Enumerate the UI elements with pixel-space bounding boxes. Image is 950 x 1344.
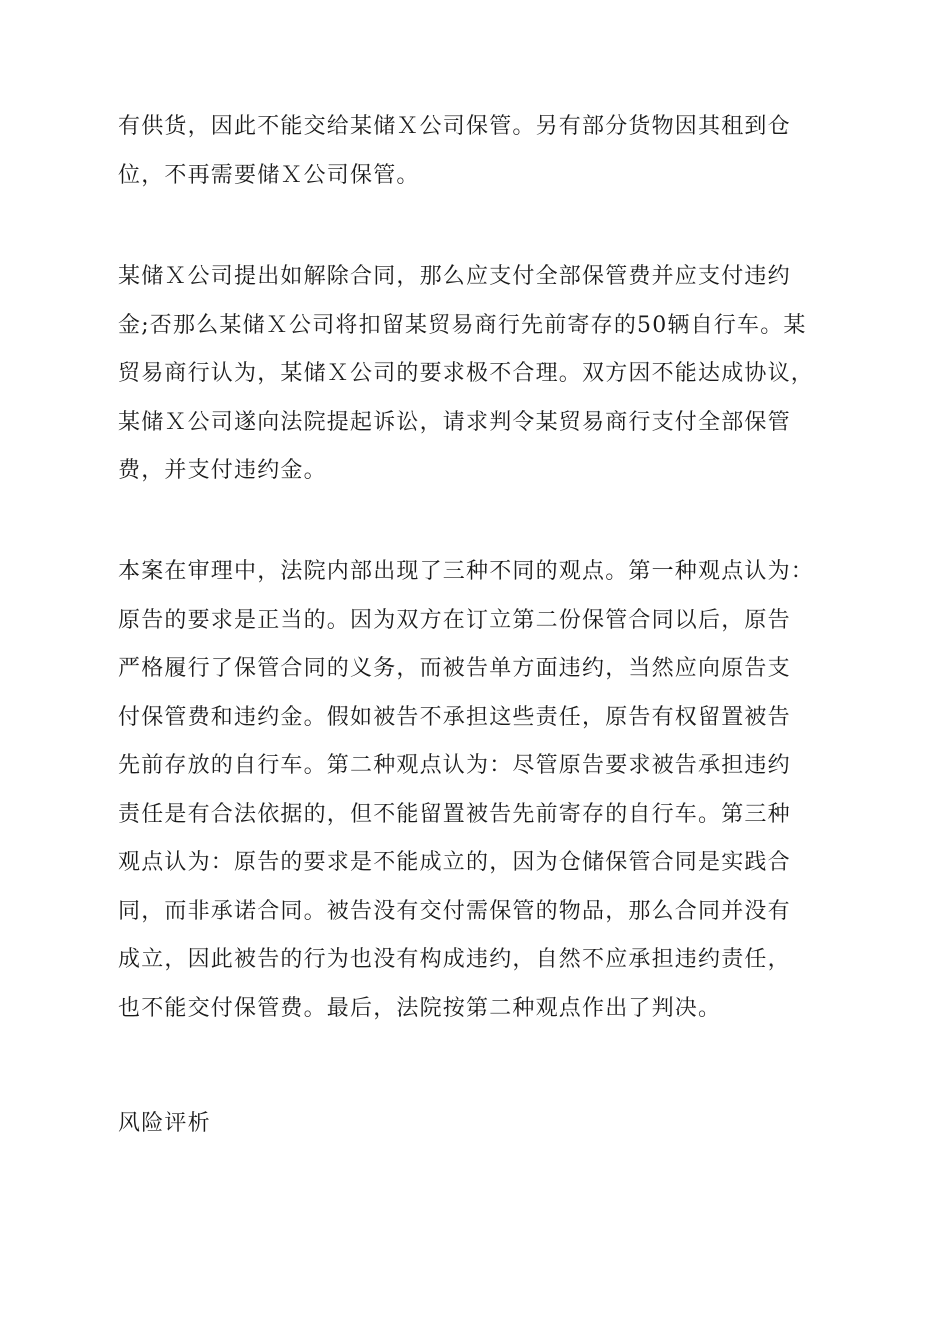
text-line: 某储Ｘ公司提出如解除合同，那么应支付全部保管费并应支付违约 [118,264,791,289]
text-line: 某储Ｘ公司遂向法院提起诉讼，请求判令某贸易商行支付全部保管 [118,409,791,435]
text-line: 贸易商行认为，某储Ｘ公司的要求极不合理。双方因不能达成协议， [118,361,815,386]
text-line: 严格履行了保管合同的义务，而被告单方面违约，当然应向原告支 [118,656,791,681]
section-heading-risk-analysis [118,1100,838,1149]
text-line: 费，并支付违约金。 [118,458,327,483]
text-line: 原告的要求是正当的。因为双方在订立第二份保管合同以后，原告 [118,607,791,633]
text-line: 有供货，因此不能交给某储Ｘ公司保管。另有部分货物因其租到仓 [118,114,791,139]
paragraph-court-opinions [118,548,838,1033]
text-line: 也不能交付保管费。最后，法院按第二种观点作出了判决。 [118,995,722,1021]
text-line: 同，而非承诺合同。被告没有交付需保管的物品，那么合同并没有 [118,898,791,924]
text-line: 付保管费和违约金。假如被告不承担这些责任，原告有权留置被告 [118,704,791,730]
text-line: 观点认为：原告的要求是不能成立的，因为仓储保管合同是实践合 [118,850,791,875]
text-line: 位，不再需要储Ｘ公司保管。 [118,162,420,188]
paragraph-dispute [118,253,838,496]
text-line: 金;否那么某储Ｘ公司将扣留某贸易商行先前寄存的50辆自行车。某 [118,312,807,338]
paragraph-delivery-status [118,103,838,200]
text-line: 风险评析 [118,1111,211,1136]
text-line: 成立，因此被告的行为也没有构成违约，自然不应承担违约责任， [118,947,791,972]
text-line: 责任是有合法依据的，但不能留置被告先前寄存的自行车。第三种 [118,801,791,827]
text-line: 先前存放的自行车。第二种观点认为：尽管原告要求被告承担违约 [118,753,791,778]
text-line: 本案在审理中，法院内部出现了三种不同的观点。第一种观点认为： [118,559,815,584]
